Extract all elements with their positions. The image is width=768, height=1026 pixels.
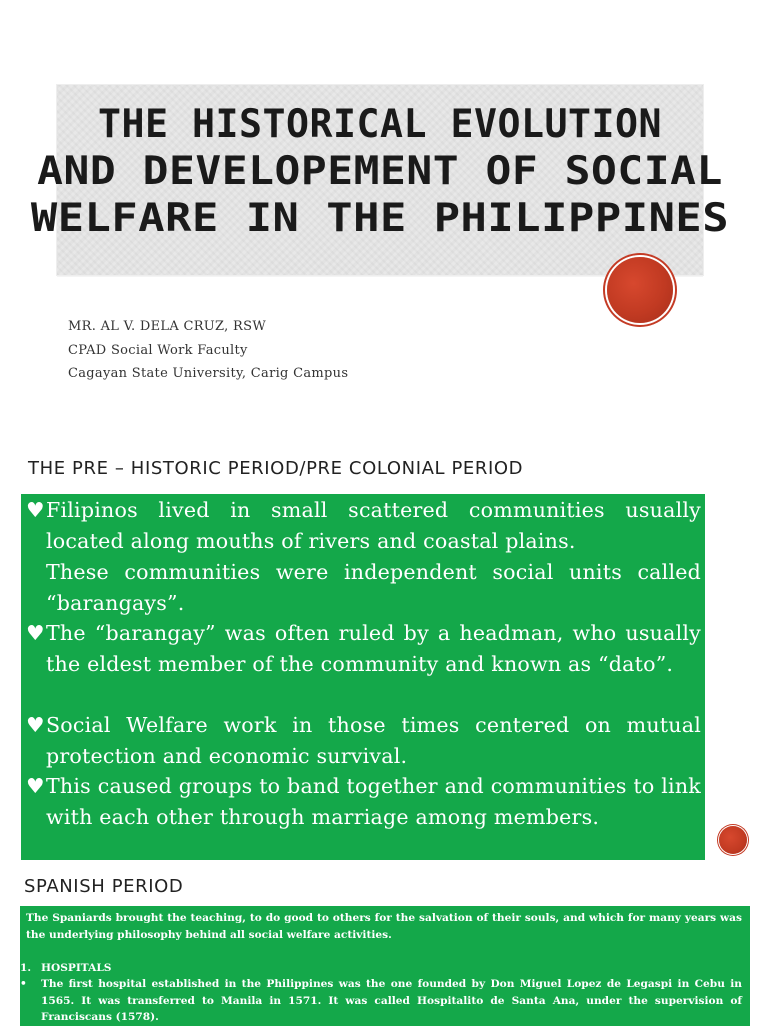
list-item-text: The “barangay” was often ruled by a headman, who usually the eldest member of the community and known as “dato”. — [46, 621, 701, 676]
title-line-2: AND DEVELOPEMENT OF SOCIAL — [37, 149, 723, 194]
title-banner — [30, 85, 730, 275]
list-number: 1. — [20, 962, 32, 974]
list-item — [26, 618, 701, 679]
author-name: MR. AL V. DELA CRUZ, RSW — [68, 319, 266, 334]
spanish-content-box — [20, 906, 750, 1026]
list-item-text: Filipinos lived in small scattered communities usually located along mouths of rivers and coastal plains. — [46, 498, 701, 553]
heart-bullet-icon: ♥ — [26, 498, 45, 522]
spanish-period-heading: SPANISH PERIOD — [24, 876, 184, 897]
decorative-red-circle — [607, 257, 673, 323]
heart-bullet-icon: ♥ — [26, 621, 45, 645]
title-line-3: WELFARE IN THE PHILIPPINES — [30, 196, 730, 241]
hospital-history-text: The first hospital established in the Philippines was the one founded by Don Miguel Lopez de Legaspi in Cebu in 1565. It was transferred to Manila in 1571. It was called Hospitalito de Santa Ana, under the supervision of Franciscans (1578). — [41, 978, 742, 1024]
heart-bullet-icon: ♥ — [26, 774, 45, 798]
list-item — [26, 557, 701, 618]
bullet-dot-icon: • — [20, 978, 27, 990]
list-item-text: This caused groups to band together and communities to link with each other through marriage among members. — [46, 774, 701, 829]
list-heading-hospitals: HOSPITALS — [41, 962, 112, 974]
list-item — [26, 771, 701, 832]
author-position: CPAD Social Work Faculty — [68, 343, 248, 358]
list-item-text: These communities were independent social units called “barangays”. — [46, 560, 701, 615]
list-item-text: Social Welfare work in those times centered on mutual protection and economic survival. — [46, 713, 701, 768]
pre-historic-heading: THE PRE – HISTORIC PERIOD/PRE COLONIAL PERIOD — [28, 458, 524, 479]
author-institution: Cagayan State University, Carig Campus — [68, 366, 349, 381]
decorative-red-circle-small — [719, 826, 747, 854]
pre-historic-content-box — [21, 494, 705, 860]
title-line-1: THE HISTORICAL EVOLUTION — [97, 102, 663, 147]
title-divider — [57, 276, 703, 277]
heart-bullet-icon: ♥ — [26, 713, 45, 737]
spanish-intro-text: The Spaniards brought the teaching, to do good to others for the salvation of their souls, and which for many years was the underlying philosophy behind all social welfare activities. — [26, 912, 742, 941]
list-item — [26, 710, 701, 771]
